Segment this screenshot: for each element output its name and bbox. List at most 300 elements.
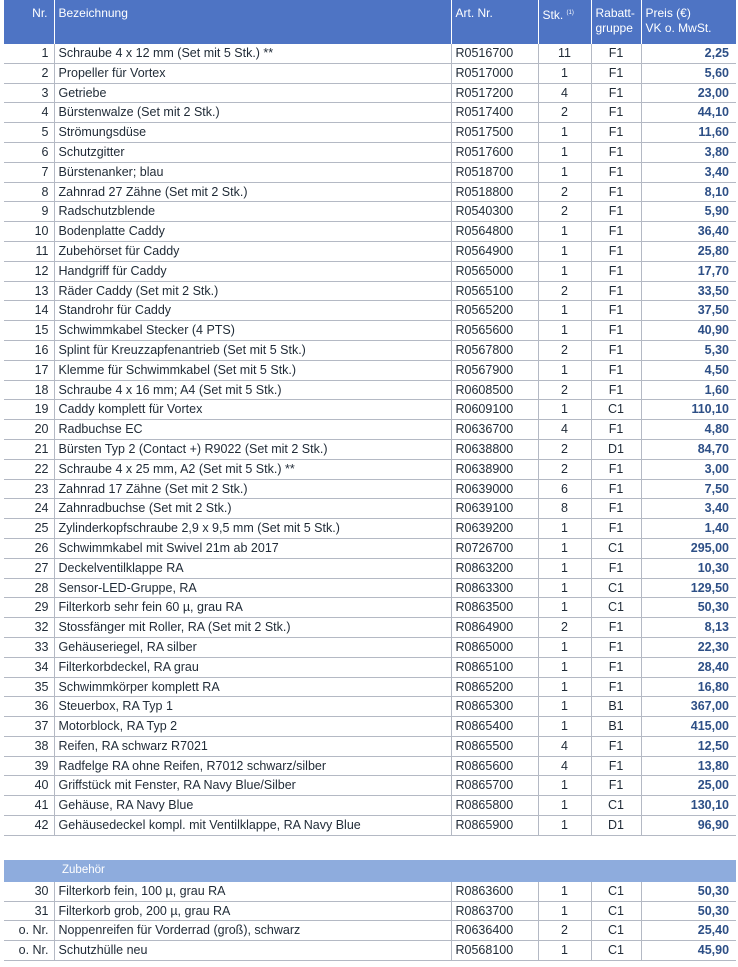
table-row xyxy=(4,142,736,162)
row-rabattgruppe: C1 xyxy=(591,578,641,598)
row-art-nr: R0609100 xyxy=(451,400,538,420)
row-preis: 16,80 xyxy=(641,677,736,697)
row-preis: 3,00 xyxy=(641,459,736,479)
row-rabattgruppe: F1 xyxy=(591,63,641,83)
table-row xyxy=(4,816,736,836)
row-bezeichnung: Filterkorbdeckel, RA grau xyxy=(54,657,451,677)
parts-table xyxy=(4,0,736,836)
row-stk: 2 xyxy=(538,281,591,301)
row-number: 7 xyxy=(4,162,54,182)
row-art-nr: R0516700 xyxy=(451,44,538,63)
row-art-nr: R0517500 xyxy=(451,123,538,143)
row-art-nr: R0567900 xyxy=(451,360,538,380)
row-bezeichnung: Gehäusedeckel kompl. mit Ventilklappe, RA Navy Blue xyxy=(54,816,451,836)
row-number: 14 xyxy=(4,301,54,321)
table-row xyxy=(4,598,736,618)
row-art-nr: R0865700 xyxy=(451,776,538,796)
row-bezeichnung: Bürsten Typ 2 (Contact +) R9022 (Set mit 2 Stk.) xyxy=(54,439,451,459)
row-art-nr: R0865200 xyxy=(451,677,538,697)
row-preis: 7,50 xyxy=(641,479,736,499)
parts-table-body xyxy=(4,44,736,835)
table-header-row xyxy=(4,0,736,44)
row-art-nr: R0863500 xyxy=(451,598,538,618)
row-stk: 1 xyxy=(538,901,591,921)
row-stk: 1 xyxy=(538,321,591,341)
row-stk: 1 xyxy=(538,558,591,578)
row-preis: 2,25 xyxy=(641,44,736,63)
row-preis: 3,40 xyxy=(641,162,736,182)
row-art-nr: R0865600 xyxy=(451,756,538,776)
table-row xyxy=(4,162,736,182)
row-art-nr: R0865900 xyxy=(451,816,538,836)
row-rabattgruppe: F1 xyxy=(591,281,641,301)
row-number: 15 xyxy=(4,321,54,341)
row-preis: 5,30 xyxy=(641,340,736,360)
row-art-nr: R0567800 xyxy=(451,340,538,360)
row-rabattgruppe: F1 xyxy=(591,162,641,182)
row-art-nr: R0726700 xyxy=(451,538,538,558)
zubehoer-section-header xyxy=(4,860,736,882)
table-row xyxy=(4,340,736,360)
row-rabattgruppe: F1 xyxy=(591,459,641,479)
row-bezeichnung: Deckelventilklappe RA xyxy=(54,558,451,578)
row-bezeichnung: Stossfänger mit Roller, RA (Set mit 2 Stk.) xyxy=(54,618,451,638)
row-bezeichnung: Griffstück mit Fenster, RA Navy Blue/Silber xyxy=(54,776,451,796)
header-stk-label: Stk. xyxy=(542,8,564,22)
row-number: 39 xyxy=(4,756,54,776)
row-bezeichnung: Schwimmkabel Stecker (4 PTS) xyxy=(54,321,451,341)
row-preis: 84,70 xyxy=(641,439,736,459)
table-row xyxy=(4,202,736,222)
table-row xyxy=(4,123,736,143)
row-number: 42 xyxy=(4,816,54,836)
row-bezeichnung: Zahnradbuchse (Set mit 2 Stk.) xyxy=(54,499,451,519)
row-bezeichnung: Steuerbox, RA Typ 1 xyxy=(54,697,451,717)
row-bezeichnung: Schraube 4 x 25 mm, A2 (Set mit 5 Stk.) ** xyxy=(54,459,451,479)
row-rabattgruppe: F1 xyxy=(591,756,641,776)
row-number: 6 xyxy=(4,142,54,162)
row-rabattgruppe: F1 xyxy=(591,222,641,242)
section-spacer xyxy=(0,836,738,860)
row-preis: 295,00 xyxy=(641,538,736,558)
row-rabattgruppe: F1 xyxy=(591,301,641,321)
row-rabattgruppe: F1 xyxy=(591,499,641,519)
row-stk: 1 xyxy=(538,578,591,598)
row-preis: 25,00 xyxy=(641,776,736,796)
row-preis: 12,50 xyxy=(641,736,736,756)
row-stk: 4 xyxy=(538,756,591,776)
row-rabattgruppe: C1 xyxy=(591,921,641,941)
row-number: 20 xyxy=(4,420,54,440)
row-rabattgruppe: F1 xyxy=(591,340,641,360)
row-preis: 130,10 xyxy=(641,796,736,816)
row-rabattgruppe: F1 xyxy=(591,618,641,638)
row-number: 8 xyxy=(4,182,54,202)
row-preis: 23,00 xyxy=(641,83,736,103)
row-preis: 33,50 xyxy=(641,281,736,301)
row-number: 1 xyxy=(4,44,54,63)
row-number: 36 xyxy=(4,697,54,717)
row-rabattgruppe: F1 xyxy=(591,776,641,796)
table-row xyxy=(4,901,736,921)
table-row xyxy=(4,63,736,83)
row-rabattgruppe: F1 xyxy=(591,182,641,202)
table-row xyxy=(4,459,736,479)
row-bezeichnung: Getriebe xyxy=(54,83,451,103)
row-number: 5 xyxy=(4,123,54,143)
row-preis: 45,90 xyxy=(641,941,736,961)
header-stk-footnote: (1) xyxy=(566,10,574,16)
row-number: 16 xyxy=(4,340,54,360)
row-bezeichnung: Schwimmkörper komplett RA xyxy=(54,677,451,697)
row-preis: 11,60 xyxy=(641,123,736,143)
row-number: 30 xyxy=(4,882,54,901)
row-preis: 110,10 xyxy=(641,400,736,420)
row-stk: 2 xyxy=(538,921,591,941)
row-number: 28 xyxy=(4,578,54,598)
row-art-nr: R0863700 xyxy=(451,901,538,921)
row-preis: 1,60 xyxy=(641,380,736,400)
row-preis: 28,40 xyxy=(641,657,736,677)
row-stk: 2 xyxy=(538,618,591,638)
row-art-nr: R0865300 xyxy=(451,697,538,717)
table-row xyxy=(4,677,736,697)
row-stk: 4 xyxy=(538,420,591,440)
row-rabattgruppe: F1 xyxy=(591,142,641,162)
row-bezeichnung: Schraube 4 x 16 mm; A4 (Set mit 5 Stk.) xyxy=(54,380,451,400)
row-bezeichnung: Strömungsdüse xyxy=(54,123,451,143)
row-preis: 4,50 xyxy=(641,360,736,380)
row-number: 33 xyxy=(4,637,54,657)
row-art-nr: R0565600 xyxy=(451,321,538,341)
table-row xyxy=(4,360,736,380)
table-row xyxy=(4,921,736,941)
row-rabattgruppe: F1 xyxy=(591,736,641,756)
row-preis: 25,40 xyxy=(641,921,736,941)
row-art-nr: R0517200 xyxy=(451,83,538,103)
table-row xyxy=(4,941,736,961)
row-bezeichnung: Reifen, RA schwarz R7021 xyxy=(54,736,451,756)
table-row xyxy=(4,756,736,776)
row-bezeichnung: Splint für Kreuzzapfenantrieb (Set mit 5 Stk.) xyxy=(54,340,451,360)
row-rabattgruppe: B1 xyxy=(591,717,641,737)
row-stk: 11 xyxy=(538,44,591,63)
row-number: 27 xyxy=(4,558,54,578)
table-row xyxy=(4,578,736,598)
header-rabattgruppe xyxy=(591,0,641,44)
header-nr: Nr. xyxy=(4,0,54,44)
row-stk: 1 xyxy=(538,882,591,901)
row-stk: 8 xyxy=(538,499,591,519)
row-art-nr: R0639000 xyxy=(451,479,538,499)
row-rabattgruppe: B1 xyxy=(591,697,641,717)
table-row xyxy=(4,499,736,519)
row-preis: 50,30 xyxy=(641,882,736,901)
row-art-nr: R0639200 xyxy=(451,519,538,539)
row-number: 38 xyxy=(4,736,54,756)
row-stk: 2 xyxy=(538,103,591,123)
row-rabattgruppe: F1 xyxy=(591,677,641,697)
row-stk: 1 xyxy=(538,261,591,281)
row-stk: 1 xyxy=(538,360,591,380)
row-preis: 367,00 xyxy=(641,697,736,717)
row-rabattgruppe: F1 xyxy=(591,360,641,380)
row-preis: 1,40 xyxy=(641,519,736,539)
table-row xyxy=(4,538,736,558)
row-number: 21 xyxy=(4,439,54,459)
header-art-nr: Art. Nr. xyxy=(451,0,538,44)
row-art-nr: R0565100 xyxy=(451,281,538,301)
row-bezeichnung: Schutzhülle neu xyxy=(54,941,451,961)
row-rabattgruppe: C1 xyxy=(591,796,641,816)
row-rabattgruppe: C1 xyxy=(591,538,641,558)
row-bezeichnung: Standrohr für Caddy xyxy=(54,301,451,321)
row-bezeichnung: Zahnrad 17 Zähne (Set mit 2 Stk.) xyxy=(54,479,451,499)
row-art-nr: R0540300 xyxy=(451,202,538,222)
row-art-nr: R0608500 xyxy=(451,380,538,400)
table-row xyxy=(4,103,736,123)
table-row xyxy=(4,420,736,440)
row-number: 13 xyxy=(4,281,54,301)
row-rabattgruppe: F1 xyxy=(591,637,641,657)
row-rabattgruppe: F1 xyxy=(591,44,641,63)
row-preis: 129,50 xyxy=(641,578,736,598)
row-stk: 1 xyxy=(538,941,591,961)
row-stk: 1 xyxy=(538,400,591,420)
row-preis: 37,50 xyxy=(641,301,736,321)
row-rabattgruppe: F1 xyxy=(591,558,641,578)
row-bezeichnung: Gehäuse, RA Navy Blue xyxy=(54,796,451,816)
row-rabattgruppe: F1 xyxy=(591,123,641,143)
row-bezeichnung: Caddy komplett für Vortex xyxy=(54,400,451,420)
row-preis: 415,00 xyxy=(641,717,736,737)
row-stk: 1 xyxy=(538,222,591,242)
row-art-nr: R0568100 xyxy=(451,941,538,961)
row-art-nr: R0865400 xyxy=(451,717,538,737)
row-art-nr: R0638900 xyxy=(451,459,538,479)
row-rabattgruppe: C1 xyxy=(591,598,641,618)
row-art-nr: R0865000 xyxy=(451,637,538,657)
row-art-nr: R0565200 xyxy=(451,301,538,321)
row-bezeichnung: Radbuchse EC xyxy=(54,420,451,440)
row-number: 23 xyxy=(4,479,54,499)
header-stk xyxy=(538,0,591,44)
row-preis: 44,10 xyxy=(641,103,736,123)
table-row xyxy=(4,776,736,796)
row-stk: 2 xyxy=(538,202,591,222)
row-bezeichnung: Filterkorb grob, 200 µ, grau RA xyxy=(54,901,451,921)
row-preis: 40,90 xyxy=(641,321,736,341)
row-preis: 36,40 xyxy=(641,222,736,242)
row-rabattgruppe: D1 xyxy=(591,439,641,459)
row-number: 40 xyxy=(4,776,54,796)
row-stk: 2 xyxy=(538,182,591,202)
row-stk: 1 xyxy=(538,796,591,816)
row-art-nr: R0865100 xyxy=(451,657,538,677)
row-art-nr: R0518800 xyxy=(451,182,538,202)
row-bezeichnung: Handgriff für Caddy xyxy=(54,261,451,281)
table-row xyxy=(4,558,736,578)
row-stk: 4 xyxy=(538,83,591,103)
row-number: 3 xyxy=(4,83,54,103)
row-rabattgruppe: F1 xyxy=(591,261,641,281)
row-bezeichnung: Klemme für Schwimmkabel (Set mit 5 Stk.) xyxy=(54,360,451,380)
row-number: 24 xyxy=(4,499,54,519)
row-bezeichnung: Schraube 4 x 12 mm (Set mit 5 Stk.) ** xyxy=(54,44,451,63)
row-bezeichnung: Bürstenanker; blau xyxy=(54,162,451,182)
row-stk: 6 xyxy=(538,479,591,499)
row-stk: 1 xyxy=(538,301,591,321)
header-preis xyxy=(641,0,736,44)
row-stk: 2 xyxy=(538,459,591,479)
row-stk: 1 xyxy=(538,241,591,261)
row-rabattgruppe: C1 xyxy=(591,901,641,921)
row-stk: 1 xyxy=(538,162,591,182)
row-stk: 1 xyxy=(538,123,591,143)
row-preis: 50,30 xyxy=(641,901,736,921)
header-bezeichnung: Bezeichnung xyxy=(54,0,451,44)
row-art-nr: R0565000 xyxy=(451,261,538,281)
row-art-nr: R0864900 xyxy=(451,618,538,638)
row-number: 18 xyxy=(4,380,54,400)
row-art-nr: R0639100 xyxy=(451,499,538,519)
row-preis: 22,30 xyxy=(641,637,736,657)
row-stk: 1 xyxy=(538,677,591,697)
table-row xyxy=(4,182,736,202)
table-row xyxy=(4,281,736,301)
row-preis: 5,60 xyxy=(641,63,736,83)
table-row xyxy=(4,439,736,459)
row-rabattgruppe: F1 xyxy=(591,103,641,123)
row-stk: 1 xyxy=(538,637,591,657)
row-art-nr: R0636400 xyxy=(451,921,538,941)
row-number: 9 xyxy=(4,202,54,222)
row-bezeichnung: Zahnrad 27 Zähne (Set mit 2 Stk.) xyxy=(54,182,451,202)
row-bezeichnung: Gehäuseriegel, RA silber xyxy=(54,637,451,657)
row-stk: 1 xyxy=(538,816,591,836)
row-preis: 8,10 xyxy=(641,182,736,202)
row-preis: 13,80 xyxy=(641,756,736,776)
row-number: 31 xyxy=(4,901,54,921)
row-art-nr: R0518700 xyxy=(451,162,538,182)
row-preis: 25,80 xyxy=(641,241,736,261)
table-row xyxy=(4,83,736,103)
row-number: 29 xyxy=(4,598,54,618)
zubehoer-section-title: Zubehör xyxy=(4,860,736,882)
row-preis: 96,90 xyxy=(641,816,736,836)
row-number: 32 xyxy=(4,618,54,638)
table-row xyxy=(4,717,736,737)
table-row xyxy=(4,882,736,901)
table-row xyxy=(4,222,736,242)
row-art-nr: R0564900 xyxy=(451,241,538,261)
row-number: 41 xyxy=(4,796,54,816)
row-rabattgruppe: C1 xyxy=(591,941,641,961)
row-stk: 1 xyxy=(538,776,591,796)
row-stk: 1 xyxy=(538,519,591,539)
row-bezeichnung: Schutzgitter xyxy=(54,142,451,162)
row-bezeichnung: Noppenreifen für Vorderrad (groß), schwarz xyxy=(54,921,451,941)
row-number: 4 xyxy=(4,103,54,123)
row-preis: 5,90 xyxy=(641,202,736,222)
row-bezeichnung: Propeller für Vortex xyxy=(54,63,451,83)
row-stk: 1 xyxy=(538,142,591,162)
row-number: 26 xyxy=(4,538,54,558)
row-bezeichnung: Zubehörset für Caddy xyxy=(54,241,451,261)
table-row xyxy=(4,44,736,63)
row-number: 22 xyxy=(4,459,54,479)
row-number: 35 xyxy=(4,677,54,697)
table-row xyxy=(4,380,736,400)
table-row xyxy=(4,519,736,539)
table-row xyxy=(4,796,736,816)
row-art-nr: R0638800 xyxy=(451,439,538,459)
row-bezeichnung: Bürstenwalze (Set mit 2 Stk.) xyxy=(54,103,451,123)
row-art-nr: R0863200 xyxy=(451,558,538,578)
row-rabattgruppe: D1 xyxy=(591,816,641,836)
table-row xyxy=(4,618,736,638)
table-row xyxy=(4,400,736,420)
row-art-nr: R0863600 xyxy=(451,882,538,901)
row-number: 25 xyxy=(4,519,54,539)
row-rabattgruppe: F1 xyxy=(591,479,641,499)
row-preis: 10,30 xyxy=(641,558,736,578)
row-preis: 4,80 xyxy=(641,420,736,440)
row-art-nr: R0517600 xyxy=(451,142,538,162)
row-rabattgruppe: F1 xyxy=(591,380,641,400)
row-bezeichnung: Radfelge RA ohne Reifen, R7012 schwarz/silber xyxy=(54,756,451,776)
row-number: 37 xyxy=(4,717,54,737)
row-bezeichnung: Schwimmkabel mit Swivel 21m ab 2017 xyxy=(54,538,451,558)
row-rabattgruppe: F1 xyxy=(591,202,641,222)
row-rabattgruppe: F1 xyxy=(591,83,641,103)
row-bezeichnung: Radschutzblende xyxy=(54,202,451,222)
row-bezeichnung: Filterkorb sehr fein 60 µ, grau RA xyxy=(54,598,451,618)
row-number: 11 xyxy=(4,241,54,261)
zubehoer-table-body xyxy=(4,860,736,961)
table-row xyxy=(4,736,736,756)
header-preis-line1: Preis (€) xyxy=(645,6,691,20)
row-stk: 1 xyxy=(538,63,591,83)
row-number: 17 xyxy=(4,360,54,380)
row-bezeichnung: Motorblock, RA Typ 2 xyxy=(54,717,451,737)
table-row xyxy=(4,479,736,499)
table-row xyxy=(4,321,736,341)
row-number: 12 xyxy=(4,261,54,281)
row-number: o. Nr. xyxy=(4,921,54,941)
row-stk: 2 xyxy=(538,439,591,459)
row-rabattgruppe: F1 xyxy=(591,321,641,341)
row-bezeichnung: Bodenplatte Caddy xyxy=(54,222,451,242)
row-art-nr: R0517000 xyxy=(451,63,538,83)
row-rabattgruppe: F1 xyxy=(591,241,641,261)
row-stk: 1 xyxy=(538,717,591,737)
row-stk: 1 xyxy=(538,657,591,677)
row-bezeichnung: Räder Caddy (Set mit 2 Stk.) xyxy=(54,281,451,301)
row-stk: 4 xyxy=(538,736,591,756)
row-art-nr: R0564800 xyxy=(451,222,538,242)
zubehoer-table xyxy=(4,860,736,961)
table-row xyxy=(4,637,736,657)
table-row xyxy=(4,301,736,321)
row-preis: 8,13 xyxy=(641,618,736,638)
row-art-nr: R0863300 xyxy=(451,578,538,598)
row-rabattgruppe: F1 xyxy=(591,519,641,539)
row-bezeichnung: Zylinderkopfschraube 2,9 x 9,5 mm (Set mit 5 Stk.) xyxy=(54,519,451,539)
header-preis-line2: VK o. MwSt. xyxy=(645,21,712,35)
row-stk: 1 xyxy=(538,538,591,558)
row-bezeichnung: Sensor-LED-Gruppe, RA xyxy=(54,578,451,598)
